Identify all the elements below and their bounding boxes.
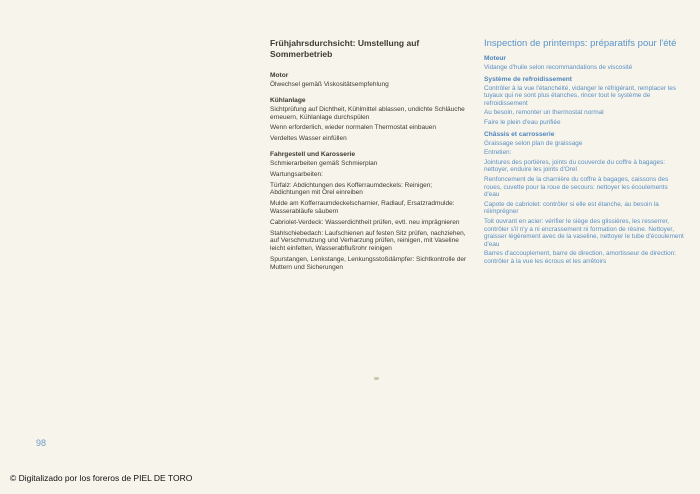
french-heading-chassis: Châssis et carrosserie <box>484 130 555 138</box>
german-text: Verdeltes Wasser einfüllen <box>270 135 347 143</box>
french-text: Au besoin, remonter un thermostat normal <box>484 109 604 117</box>
french-text: Renfoncement de la charnière du coffre à bagages, caissons des roues, cuvette pour la roue de secours: nettoyer les écoulements d'eau <box>484 175 669 199</box>
french-heading-engine: Moteur <box>484 55 506 62</box>
french-text: Faire le plein d'eau purifiée <box>484 118 561 126</box>
paper-speck <box>374 377 379 380</box>
german-text: Türfalz: Abdichtungen des Kofferraumdeckels: Reinigen; Abdichtungen mit Orel einreiben <box>270 181 433 197</box>
french-text: Toit ouvrant en acier: vérifier le siège des glissières, les resserrer, contrôler s'il n'y a ni encrassement ni formation de résine. Nettoyer, graisser légèrement avec de la vaseline, nettoyer le tube d'écoulement d'eau <box>484 217 684 248</box>
german-heading-chassis: Fahrgestell und Karosserie <box>270 150 356 158</box>
french-text: Graissage selon plan de graissage <box>484 139 583 147</box>
german-text: Stahlschiebedach: Laufschienen auf festen Sitz prüfen, nachziehen, auf Verschmutzung und Verharzung prüfen, reinigen, mit Vaseline leicht einfetten, Wasserabflußrohr reinigen <box>270 229 466 253</box>
german-text: Spurstangen, Lenkstange, Lenkungsstoßdämpfer: Sichtkontrolle der Muttern und Sicherungen <box>270 255 467 271</box>
german-heading-cooling: Kühlanlage <box>270 96 306 104</box>
french-column <box>484 38 684 267</box>
french-text: Entretien: <box>484 149 512 157</box>
german-title: Frühjahrsdurchsicht: Umstellung auf Sommerbetrieb <box>270 38 420 59</box>
german-column <box>270 38 470 275</box>
french-text: Jointures des portières, joints du couvercle du coffre à bagages: nettoyer, enduire les joints d'Orel <box>484 158 666 174</box>
french-text: Contrôler à la vue l'étanchéité, vidanger le réfrigérant, remplacer les tuyaux qui ne sont plus étanches, rincer tout le système de refroidissement <box>484 84 676 107</box>
german-text: Wenn erforderlich, wieder normalen Thermostat einbauen <box>270 124 436 132</box>
french-text: Vidange d'huile selon recommandations de viscosité <box>484 64 633 71</box>
french-text: Barres d'accouplement, barre de direction, amortisseur de direction: contrôler à la vue les écrous et les arrêtoirs <box>484 250 676 265</box>
page-number: 98 <box>36 438 47 448</box>
french-text: Capote de cabriolet: contrôler si elle est étanche, au besoin la réimprégner <box>484 200 659 216</box>
german-text: Schmierarbeiten gemäß Schmierplan <box>270 159 378 167</box>
french-heading-cooling: Système de refroidissement <box>484 75 572 83</box>
french-title: Inspection de printemps: préparatifs pour l'été <box>484 38 677 49</box>
german-text: Sichtprüfung auf Dichtheit, Kühlmittel ablassen, undichte Schläuche erneuern, Kühlanlage durchspülen <box>270 105 465 121</box>
german-text: Wartungsarbeiten: <box>270 170 323 178</box>
german-heading-motor: Motor <box>270 72 289 79</box>
german-text: Mulde am Kofferraumdeckelscharnier, Radlauf, Ersatzradmulde: Wasserabläufe säubern <box>270 200 455 215</box>
german-text: Cabriolet-Verdeck: Wasserdichtheit prüfen, evtl. neu imprägnieren <box>270 218 460 226</box>
german-text: Ölwechsel gemäß Viskositätsempfehlung <box>270 81 389 88</box>
scan-credit: © Digitalizado por los foreros de PIEL DE TORO <box>10 473 193 483</box>
